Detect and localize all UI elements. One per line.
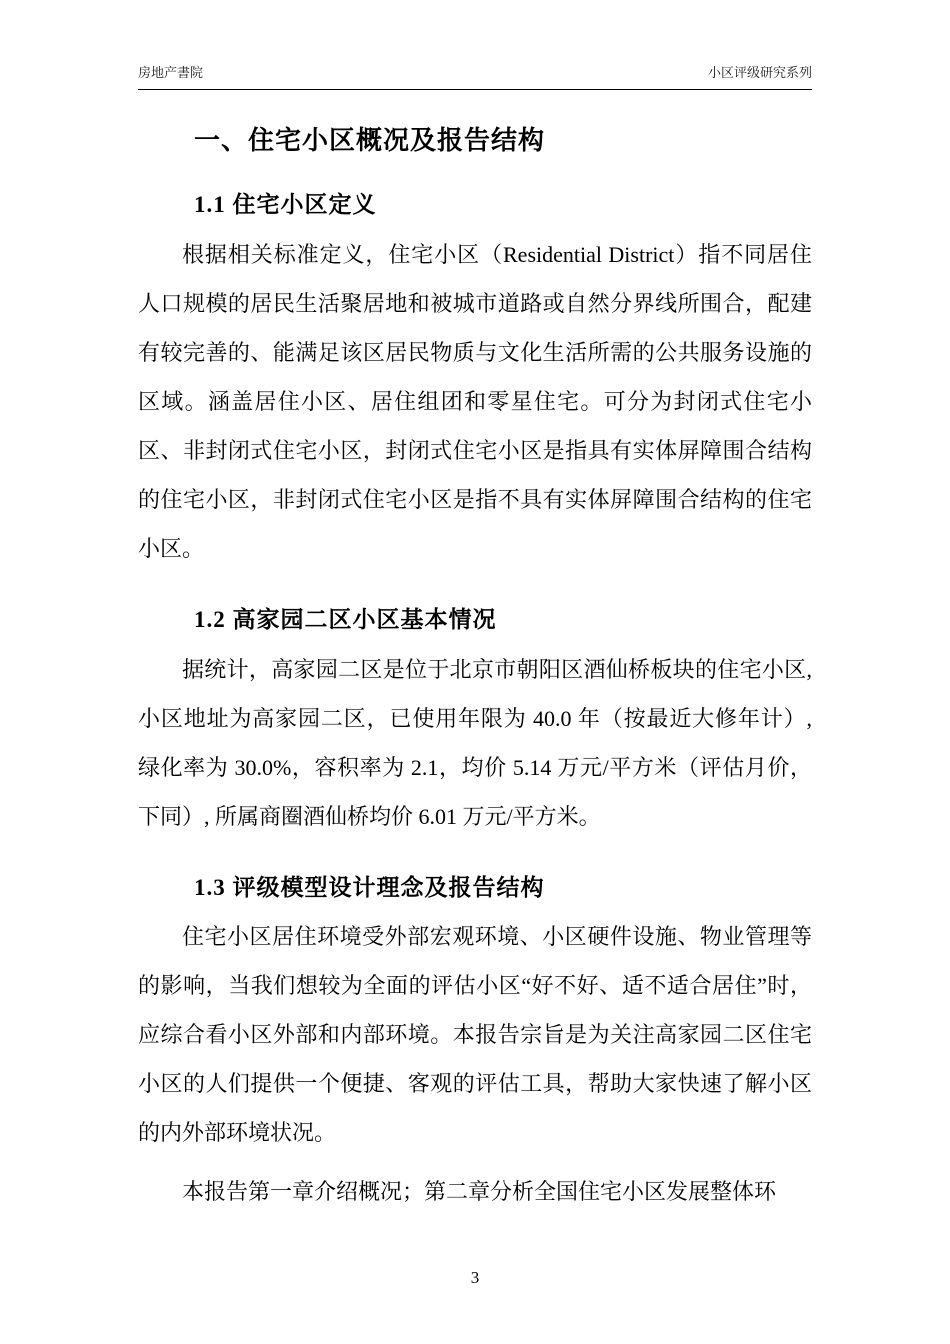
- paragraph-definition: 根据相关标准定义，住宅小区（Residential District）指不同居住人口规模的居民生活聚居地和被城市道路或自然分界线所围合，配建有较完善的、能满足该区居民物质与文化生活所需的公共服务设施的区域。涵盖居住小区、居住组团和零星住宅。可分为封闭式住宅小区、非封闭式住宅小区，封闭式住宅小区是指具有实体屏障围合结构的住宅小区，非封闭式住宅小区是指不具有实体屏障围合结构的住宅小区。: [138, 241, 812, 561]
- section-heading-1-2: 1.2 高家园二区小区基本情况: [194, 606, 497, 632]
- paragraph-basic-info: 据统计，高家园二区是位于北京市朝阳区酒仙桥板块的住宅小区, 小区地址为高家园二区，已使用年限为 40.0 年（按最近大修年计）, 绿化率为 30.0%，容积率为 2.1，均价 5.14 万元/平方米（评估月价，下同）, 所属商圈酒仙桥均价 6.01 万元/平方米。: [138, 656, 812, 829]
- paragraph-report-structure: 本报告第一章介绍概况；第二章分析全国住宅小区发展整体环: [182, 1179, 777, 1205]
- page-header: [138, 62, 812, 90]
- header-right-text: 小区评级研究系列: [707, 65, 812, 80]
- section-heading-1-1: 1.1 住宅小区定义: [194, 191, 377, 217]
- chapter-title: 一、住宅小区概况及报告结构: [194, 126, 546, 155]
- paragraph-design-concept: 住宅小区居住环境受外部宏观环境、小区硬件设施、物业管理等的影响，当我们想较为全面的评估小区“好不好、适不适合居住”时，应综合看小区外部和内部环境。本报告宗旨是为关注高家园二区住宅小区的人们提供一个便捷、客观的评估工具，帮助大家快速了解小区的内外部环境状况。: [138, 924, 812, 1146]
- page-footer: [0, 1268, 950, 1288]
- section-heading-1-3: 1.3 评级模型设计理念及报告结构: [194, 874, 545, 900]
- page-number: 3: [470, 1268, 480, 1287]
- document-body: [138, 124, 812, 1216]
- header-left-text: 房地产書院: [138, 65, 204, 80]
